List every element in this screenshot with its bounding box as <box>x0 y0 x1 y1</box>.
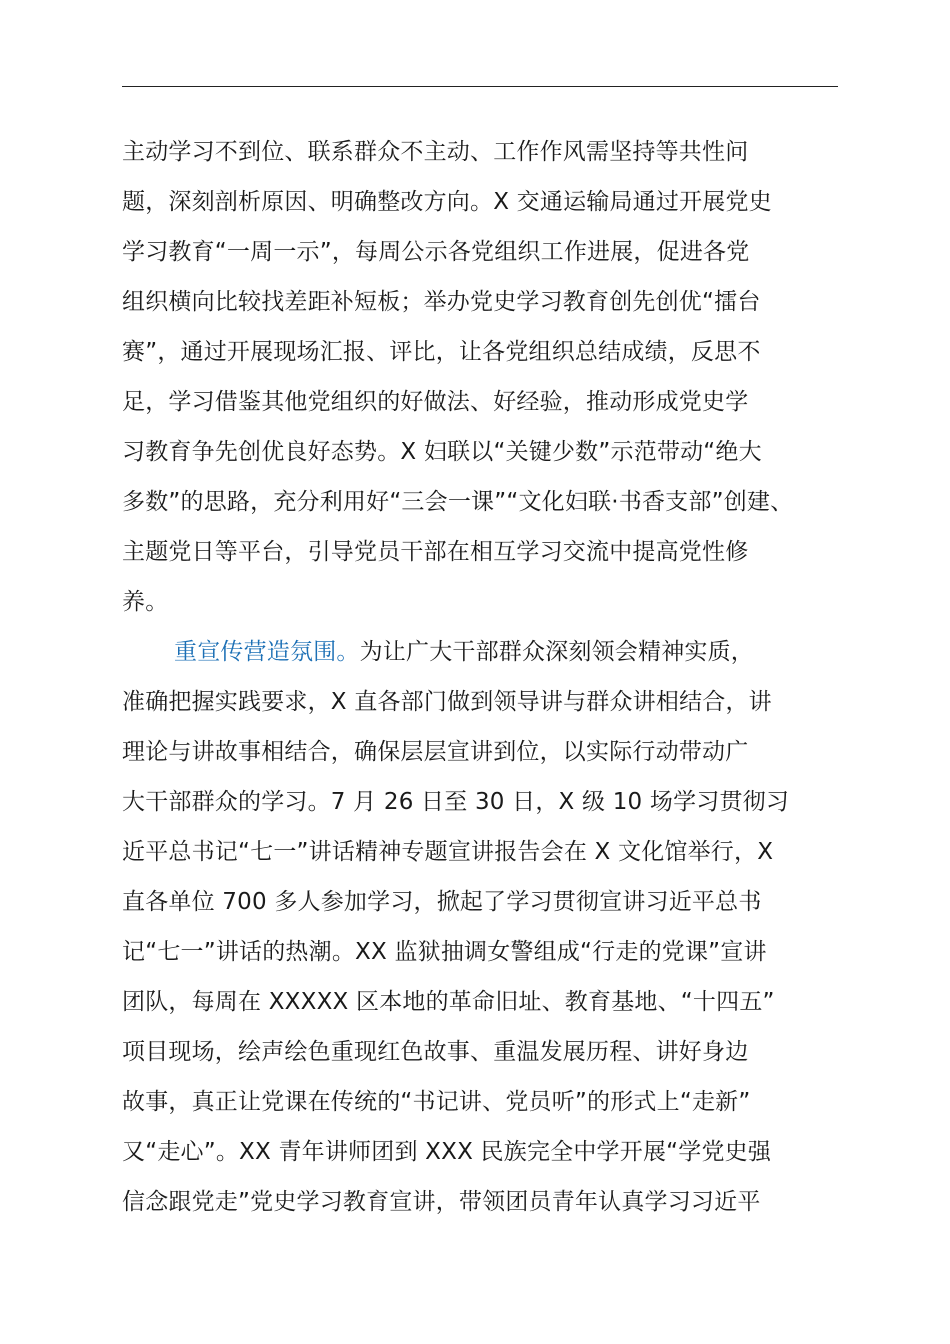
paragraph-1 <box>122 127 838 627</box>
text-line: 准确把握实践要求，X 直各部门做到领导讲与群众讲相结合，讲 <box>122 689 772 715</box>
text-line: 故事，真正让党课在传统的“书记讲、党员听”的形式上“走新” <box>122 1089 751 1115</box>
text-line: 组织横向比较找差距补短板；举办党史学习教育创先创优“擂台 <box>122 289 761 315</box>
text-line: 近平总书记“七一”讲话精神专题宣讲报告会在 X 文化馆举行，X <box>122 839 774 865</box>
text-line: 习教育争先创优良好态势。X 妇联以“关键少数”示范带动“绝大 <box>122 439 762 465</box>
text-line: 多数”的思路，充分利用好“三会一课”“文化妇联·书香支部”创建、 <box>122 489 794 515</box>
text-line: 大干部群众的学习。7 月 26 日至 30 日，X 级 10 场学习贯彻习 <box>122 789 790 815</box>
text-line: 主动学习不到位、联系群众不主动、工作作风需坚持等共性问 <box>122 139 749 165</box>
text-line: 信念跟党走”党史学习教育宣讲，带领团员青年认真学习习近平 <box>122 1189 761 1215</box>
paragraph-2 <box>122 627 838 1227</box>
text-line: 团队，每周在 XXXXX 区本地的革命旧址、教育基地、“十四五” <box>122 989 775 1015</box>
text-line: 养。 <box>122 589 169 615</box>
text-line: 直各单位 700 多人参加学习，掀起了学习贯彻宣讲习近平总书 <box>122 889 762 915</box>
text-line: 项目现场，绘声绘色重现红色故事、重温发展历程、讲好身边 <box>122 1039 749 1065</box>
text-line: 学习教育“一周一示”，每周公示各党组织工作进展，促进各党 <box>122 239 750 265</box>
text-span: 为让广大干部群众深刻领会精神实质， <box>359 639 755 665</box>
paragraph-2-first-line <box>122 627 838 677</box>
text-line: 理论与讲故事相结合，确保层层宣讲到位，以实际行动带动广 <box>122 739 749 765</box>
text-line: 又“走心”。XX 青年讲师团到 XXX 民族完全中学开展“学党史强 <box>122 1139 772 1165</box>
section-heading: 重宣传营造氛围。 <box>174 639 360 665</box>
text-line: 主题党日等平台，引导党员干部在相互学习交流中提高党性修 <box>122 539 749 565</box>
text-line: 记“七一”讲话的热潮。XX 监狱抽调女警组成“行走的党课”宣讲 <box>122 939 767 965</box>
text-line: 题，深刻剖析原因、明确整改方向。X 交通运输局通过开展党史 <box>122 189 772 215</box>
header-rule <box>122 86 838 87</box>
text-line: 赛”，通过开展现场汇报、评比，让各党组织总结成绩，反思不 <box>122 339 761 365</box>
document-body <box>122 127 838 1227</box>
text-line: 足，学习借鉴其他党组织的好做法、好经验，推动形成党史学 <box>122 389 749 415</box>
